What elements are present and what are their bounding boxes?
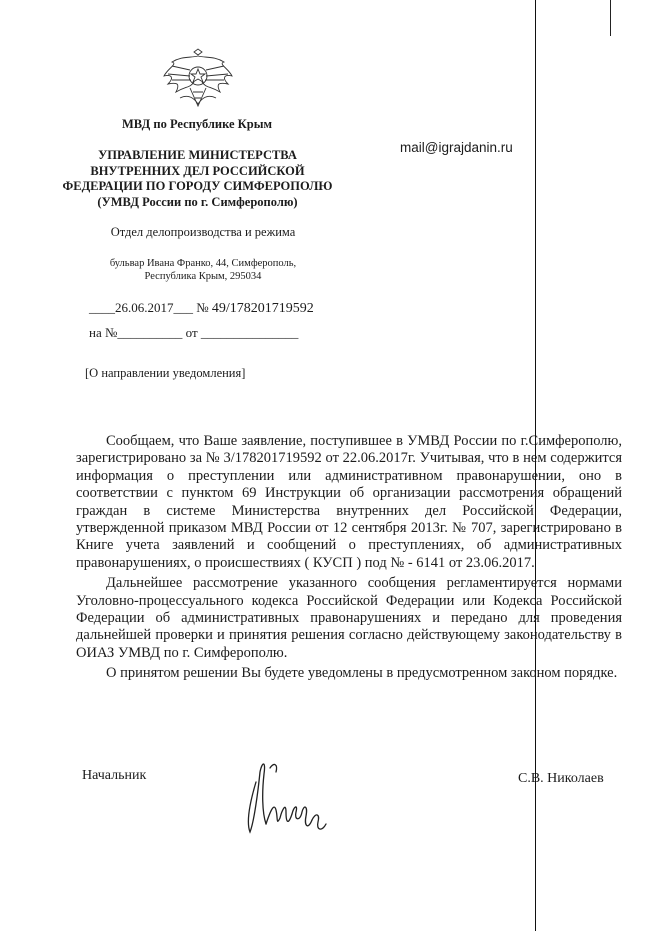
department-line: УПРАВЛЕНИЕ МИНИСТЕРСТВА <box>98 148 297 162</box>
address-block <box>92 257 314 283</box>
office-name: Отдел делопроизводства и режима <box>110 225 296 239</box>
number-sign: № <box>196 300 209 315</box>
registration-line <box>89 300 314 317</box>
registration-date: ____26.06.2017___ <box>89 300 193 315</box>
body-paragraph: Сообщаем, что Ваше заявление, поступившее в УМВД России по г.Симферополю, зарегистрировано за № 3/178201719592 от 22.06.2017г. Учитывая, что в нем содержится информация о преступлении или административном правонарушении, оно в соответствии с пунктом 69 Инструкции об организации рассмотрения обращений граждан в системе Министерства внутренних дел Российской Федерации, утвержденной приказом МВД России от 12 сентября 2013г. № 707, зарегистрировано в Книге учета заявлений и сообщений о преступлениях, об административных правонарушениях, о происшествиях ( КУСП ) под № - 6141 от 23.06.2017. <box>76 433 622 571</box>
mvd-emblem-icon <box>160 48 236 112</box>
organization-title: МВД по Республике Крым <box>122 117 272 131</box>
scan-edge-mark <box>610 0 611 36</box>
reference-line: на №__________ от _______________ <box>89 325 299 340</box>
department-line: ВНУТРЕННИХ ДЕЛ РОССИЙСКОЙ <box>90 163 305 178</box>
subject-line: [О направлении уведомления] <box>85 366 246 380</box>
department-line: ФЕДЕРАЦИИ ПО ГОРОДУ СИМФЕРОПОЛЮ <box>62 179 333 193</box>
signatory-name: С.В. Николаев <box>518 771 604 786</box>
address-line: бульвар Ивана Франко, 44, Симферополь, <box>109 258 297 269</box>
scan-fold-line <box>535 0 536 931</box>
registration-number: 49/178201719592 <box>211 301 314 316</box>
signatory-position: Начальник <box>82 768 147 783</box>
body-paragraph: Дальнейшее рассмотрение указанного сообщения регламентируется нормами Уголовно-процессуального кодекса Российской Федерации или Кодекса Российской Федерации об административных правонарушениях и передано для проведения дальнейшей проверки и принятия решения согласно действующему законодательству в ОИАЗ УМВД по г. Симферополю. <box>76 575 622 661</box>
address-line: Республика Крым, 295034 <box>144 271 262 282</box>
body-paragraph: О принятом решении Вы будете уведомлены в предусмотренном законом порядке. <box>106 665 618 682</box>
recipient-email: mail@igrajdanin.ru <box>400 140 513 155</box>
letter-body <box>76 433 622 686</box>
department-block <box>60 148 335 210</box>
department-line: (УМВД России по г. Симферополю) <box>97 194 298 209</box>
handwritten-signature <box>236 752 344 840</box>
